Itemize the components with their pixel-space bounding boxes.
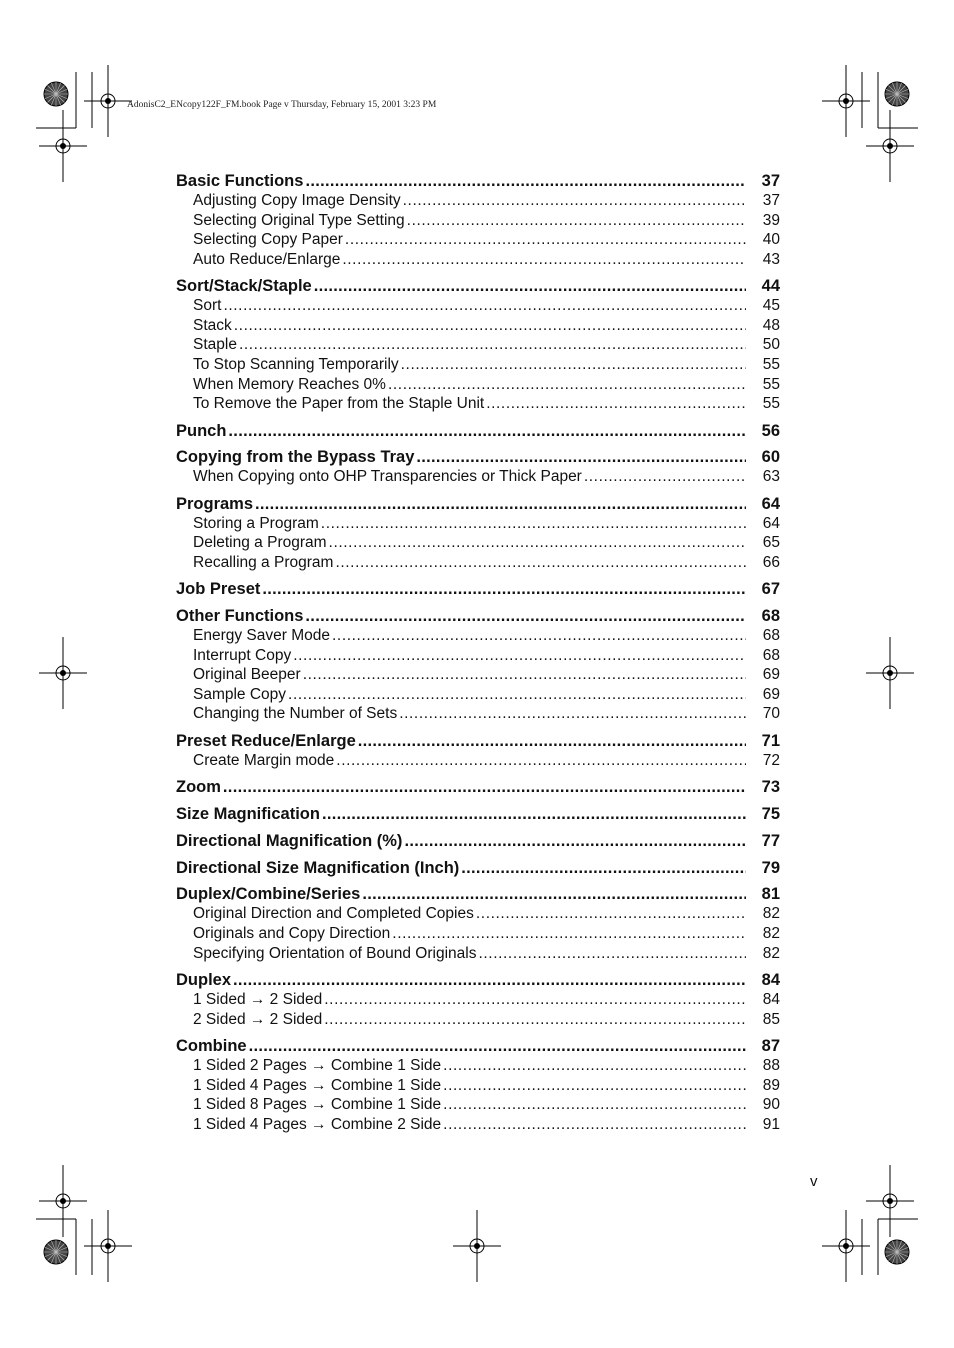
toc-page-number: 68 (761, 607, 780, 626)
toc-heading-entry[interactable] (176, 606, 780, 626)
dot-leader (324, 1010, 746, 1030)
toc-heading-entry[interactable] (176, 579, 780, 599)
toc-heading-title: Punch (176, 421, 227, 440)
toc-heading-entry[interactable] (176, 777, 780, 797)
toc-heading-entry[interactable] (176, 494, 780, 514)
toc-sub-entry[interactable] (176, 924, 780, 944)
toc-sub-title: Stack (193, 316, 232, 334)
registration-wheel-icon (885, 1240, 909, 1264)
toc-heading-title: Copying from the Bypass Tray (176, 448, 415, 467)
dot-leader (228, 421, 746, 441)
toc-sub-entry[interactable] (176, 355, 780, 375)
toc-sub-entry[interactable] (176, 191, 780, 211)
toc-sub-title: Original Direction and Completed Copies (193, 905, 474, 923)
toc-sub-entry[interactable] (176, 394, 780, 414)
toc-sub-title: To Stop Scanning Temporarily (193, 355, 399, 373)
toc-page-number: 68 (762, 646, 780, 664)
crosshair-icon (39, 110, 87, 182)
toc-heading-title: Sort/Stack/Staple (176, 277, 312, 296)
toc-sub-entry[interactable] (176, 646, 780, 666)
toc-sub-entry[interactable] (176, 250, 780, 270)
toc-sub-title: Energy Saver Mode (193, 627, 330, 645)
toc-sub-title: Create Margin mode (193, 751, 335, 769)
toc-sub-entry[interactable] (176, 467, 780, 487)
toc-sub-title: Auto Reduce/Enlarge (193, 250, 341, 268)
toc-page-number: 71 (761, 731, 780, 750)
dot-leader (233, 970, 746, 990)
dot-leader (305, 171, 746, 191)
toc-heading-title: Duplex (176, 971, 232, 990)
toc-sub-entry[interactable] (176, 1056, 780, 1076)
toc-heading-title: Directional Magnification (%) (176, 831, 403, 850)
toc-sub-entry[interactable] (176, 335, 780, 355)
toc-page-number: 37 (761, 172, 780, 190)
toc-sub-title: To Remove the Paper from the Staple Unit (193, 395, 485, 413)
toc-page-number: 69 (762, 666, 780, 684)
toc-sub-title: 1 Sided 4 Pages → Combine 2 Side (193, 1115, 442, 1133)
dot-leader (324, 990, 746, 1010)
dot-leader (342, 250, 746, 270)
toc-sub-title: When Copying onto OHP Transparencies or Thick Paper (193, 468, 582, 486)
toc-page-number: 75 (761, 805, 780, 824)
toc-sub-entry[interactable] (176, 944, 780, 964)
toc-heading-title: Size Magnification (176, 805, 320, 824)
toc-page-number: 89 (762, 1076, 780, 1094)
toc-sub-entry[interactable] (176, 1115, 780, 1135)
dot-leader (407, 211, 746, 231)
crosshair-icon (39, 1165, 87, 1237)
dot-leader (404, 831, 746, 851)
toc-heading-entry[interactable] (176, 276, 780, 296)
dot-leader (305, 606, 746, 626)
dot-leader (478, 944, 746, 964)
toc-sub-title: Selecting Copy Paper (193, 231, 343, 249)
toc-page-number: 56 (761, 421, 780, 440)
toc-page-number: 45 (762, 297, 780, 315)
toc-sub-title: 1 Sided 4 Pages → Combine 1 Side (193, 1076, 442, 1094)
toc-sub-title: Selecting Original Type Setting (193, 211, 405, 229)
toc-page-number: 85 (762, 1010, 780, 1028)
toc-heading-entry[interactable] (176, 171, 780, 191)
dot-leader (255, 494, 746, 514)
dot-leader (486, 394, 746, 414)
toc-sub-title: Specifying Orientation of Bound Originals (193, 944, 477, 962)
dot-leader (332, 626, 746, 646)
dot-leader (403, 191, 746, 211)
dot-leader (249, 1036, 746, 1056)
registration-wheel-icon (44, 1240, 68, 1264)
toc-sub-title: Adjusting Copy Image Density (193, 192, 401, 209)
toc-page-number: 70 (762, 705, 780, 723)
toc-page-number: 63 (762, 468, 780, 486)
dot-leader (345, 230, 746, 250)
dot-leader (443, 1076, 746, 1096)
crosshair-icon (866, 637, 914, 709)
dot-leader (335, 553, 746, 573)
toc-page-number: 50 (762, 336, 780, 354)
toc-page-number: 67 (761, 580, 780, 599)
toc-sub-entry[interactable] (176, 1010, 780, 1030)
dot-leader (223, 296, 746, 316)
toc-sub-entry[interactable] (176, 990, 780, 1010)
toc-sub-entry[interactable] (176, 626, 780, 646)
dot-leader (288, 685, 746, 705)
toc-sub-entry[interactable] (176, 1076, 780, 1096)
toc-page-number: 55 (762, 395, 780, 413)
toc-sub-title: Original Beeper (193, 666, 301, 684)
toc-page-number: 84 (762, 991, 780, 1009)
dot-leader (443, 1056, 746, 1076)
dot-leader (314, 276, 746, 296)
toc-sub-title: Sort (193, 297, 222, 315)
toc-page-number: 55 (762, 355, 780, 373)
toc-page-number: 81 (761, 885, 780, 904)
toc-page-number: 72 (762, 751, 780, 769)
toc-heading-entry[interactable] (176, 447, 780, 467)
dot-leader (239, 335, 746, 355)
toc-sub-entry[interactable] (176, 230, 780, 250)
dot-leader (336, 751, 746, 771)
toc-sub-title: 1 Sided 8 Pages → Combine 1 Side (193, 1096, 442, 1114)
toc-heading-entry[interactable] (176, 970, 780, 990)
toc-sub-title: Interrupt Copy (193, 646, 292, 664)
toc-sub-entry[interactable] (176, 704, 780, 724)
toc-heading-title: Zoom (176, 778, 221, 797)
toc-heading-entry[interactable] (176, 804, 780, 824)
toc-page-number: 82 (762, 944, 780, 962)
toc-page-number: 68 (762, 627, 780, 645)
toc-page-number: 69 (762, 685, 780, 703)
toc-page-number: 91 (762, 1115, 780, 1133)
toc-page-number: 44 (761, 277, 780, 296)
toc-sub-entry[interactable] (176, 533, 780, 553)
toc-page-number: 39 (762, 211, 780, 229)
dot-leader (388, 375, 746, 395)
toc-sub-title: 1 Sided 2 Pages → Combine 1 Side (193, 1057, 442, 1074)
toc-sub-title: 1 Sided → 2 Sided (193, 991, 323, 1009)
toc-heading-title: Directional Size Magnification (Inch) (176, 858, 460, 877)
dot-leader (329, 533, 746, 553)
crosshair-icon (84, 1210, 132, 1282)
dot-leader (362, 884, 746, 904)
toc-sub-entry[interactable] (176, 316, 780, 336)
toc-page-number: 84 (761, 971, 780, 990)
page-number: v (810, 1173, 818, 1190)
toc-page-number: 87 (761, 1037, 780, 1055)
dot-leader (399, 704, 746, 724)
toc-page-number: 60 (761, 448, 780, 467)
toc-page-number: 77 (761, 831, 780, 850)
table-of-contents (176, 171, 780, 1134)
toc-sub-entry[interactable] (176, 375, 780, 395)
toc-page-number: 82 (762, 905, 780, 923)
toc-heading-entry[interactable] (176, 831, 780, 851)
toc-sub-title: When Memory Reaches 0% (193, 375, 386, 393)
toc-heading-title: Basic Functions (176, 172, 304, 190)
toc-page-number: 55 (762, 375, 780, 393)
crosshair-icon (453, 1210, 501, 1282)
toc-heading-entry[interactable] (176, 1036, 780, 1056)
crosshair-icon (866, 1165, 914, 1237)
toc-sub-entry[interactable] (176, 553, 780, 573)
toc-heading-title: Programs (176, 494, 254, 513)
toc-page-number: 48 (762, 316, 780, 334)
toc-sub-title: Storing a Program (193, 514, 319, 532)
toc-sub-title: Deleting a Program (193, 534, 327, 552)
toc-sub-title: Changing the Number of Sets (193, 705, 398, 723)
dot-leader (461, 858, 746, 878)
toc-heading-entry[interactable] (176, 884, 780, 904)
toc-sub-entry[interactable] (176, 685, 780, 705)
toc-sub-title: Originals and Copy Direction (193, 925, 391, 943)
toc-page-number: 64 (761, 494, 780, 513)
toc-page-number: 65 (762, 534, 780, 552)
toc-page-number: 66 (762, 553, 780, 571)
crosshair-icon (39, 637, 87, 709)
toc-sub-entry[interactable] (176, 296, 780, 316)
crosshair-icon (84, 65, 132, 137)
toc-page-number: 90 (762, 1096, 780, 1114)
toc-page-number: 73 (761, 778, 780, 797)
dot-leader (443, 1115, 746, 1135)
dot-leader (293, 646, 746, 666)
toc-page-number: 37 (762, 192, 780, 209)
crosshair-icon (822, 65, 870, 137)
toc-page-number: 88 (762, 1057, 780, 1074)
dot-leader (443, 1095, 746, 1115)
dot-leader (392, 924, 746, 944)
dot-leader (358, 731, 746, 751)
crosshair-icon (866, 110, 914, 182)
dot-leader (321, 514, 746, 534)
dot-leader (262, 579, 746, 599)
toc-sub-title: Recalling a Program (193, 553, 334, 571)
dot-leader (223, 777, 746, 797)
toc-sub-title: 2 Sided → 2 Sided (193, 1010, 323, 1028)
toc-page-number: 64 (762, 514, 780, 532)
toc-heading-title: Preset Reduce/Enlarge (176, 731, 356, 750)
toc-heading-entry[interactable] (176, 858, 780, 878)
toc-sub-title: Staple (193, 336, 237, 354)
toc-sub-entry[interactable] (176, 514, 780, 534)
toc-heading-entry[interactable] (176, 731, 780, 751)
registration-wheel-icon (44, 82, 68, 106)
toc-page-number: 82 (762, 925, 780, 943)
dot-leader (401, 355, 746, 375)
toc-sub-entry[interactable] (176, 904, 780, 924)
toc-page-number: 43 (762, 250, 780, 268)
toc-heading-entry[interactable] (176, 421, 780, 441)
toc-heading-title: Other Functions (176, 607, 304, 626)
dot-leader (303, 665, 746, 685)
toc-sub-entry[interactable] (176, 211, 780, 231)
toc-sub-entry[interactable] (176, 751, 780, 771)
toc-heading-title: Combine (176, 1037, 247, 1055)
toc-heading-title: Duplex/Combine/Series (176, 885, 361, 904)
print-header: AdonisC2_ENcopy122F_FM.book Page v Thursday, February 15, 2001 3:23 PM (127, 100, 437, 110)
dot-leader (476, 904, 746, 924)
dot-leader (584, 467, 746, 487)
dot-leader (234, 316, 746, 336)
dot-leader (322, 804, 746, 824)
toc-sub-title: Sample Copy (193, 685, 287, 703)
toc-heading-title: Job Preset (176, 580, 261, 599)
toc-page-number: 40 (762, 231, 780, 249)
toc-page-number: 79 (761, 858, 780, 877)
crosshair-icon (822, 1210, 870, 1282)
dot-leader (416, 447, 746, 467)
registration-wheel-icon (885, 82, 909, 106)
toc-sub-entry[interactable] (176, 1095, 780, 1115)
toc-sub-entry[interactable] (176, 665, 780, 685)
